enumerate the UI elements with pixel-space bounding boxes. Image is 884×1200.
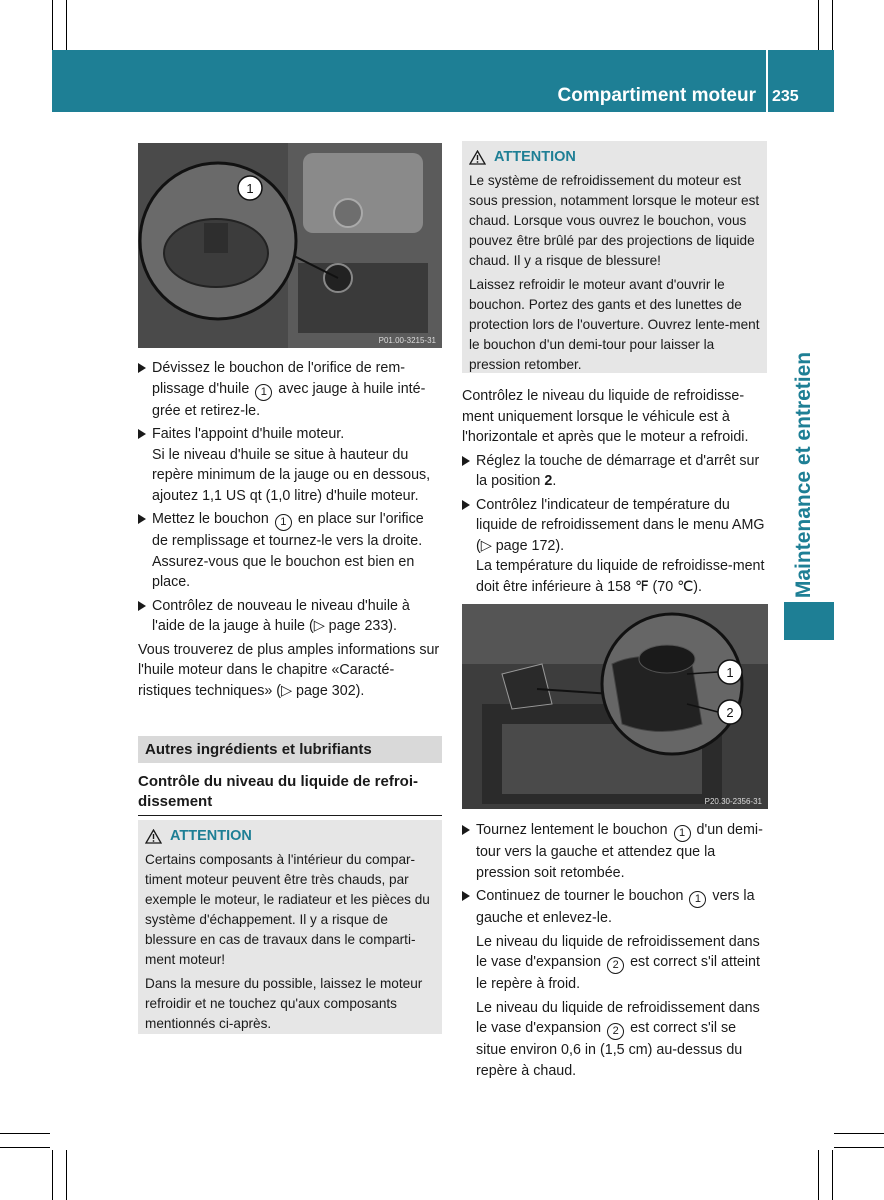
list-item-text: est correct s'il se situe environ 0,6 in (1,5 cm) au-dessus du repère à chaud. [476, 1020, 743, 1079]
list-item-text: Si le niveau d'huile se situe à hauteur du repère minimum de la jauge ou en dessous, ajoutez 1,1 US qt (1,0 litre) d'huile moteur. [152, 446, 431, 504]
list-item-text: Réglez la touche de démarrage et d'arrêt sur la position [476, 452, 760, 489]
bullet-arrow-icon [462, 891, 470, 901]
list-item [138, 424, 442, 506]
crop-mark [66, 1150, 67, 1200]
list-item-text: est correct s'il atteint le repère à froid. [476, 954, 760, 992]
warning-text: Le système de refroidissement du moteur est sous pression, notamment lorsque le moteur est chaud. Lorsque vous ouvrez le bouchon, vous pouvez être brûlé par des projections de liquide chaud. Il y a risque de blessure! [469, 173, 760, 268]
warning-text: Laissez refroidir le moteur avant d'ouvrir le bouchon. Portez des gants et des lunettes de protection lors de l'ouverture. Ouvrez lente-ment le bouchon d'un demi-tour pour laisser la pression retomber. [469, 277, 760, 372]
photo1-code: P01.00-3215-31 [378, 336, 436, 345]
warning-triangle-icon [145, 829, 162, 844]
crop-mark [832, 0, 833, 50]
warning-text: Dans la mesure du possible, laissez le moteur refroidir et ne touchez qu'aux composants mentionnés ci-après. [145, 976, 423, 1031]
list-item-text: Le niveau du liquide de refroidissement dans le vase d'expansion [476, 933, 760, 970]
list-item-text: Dévissez le bouchon de l'orifice de rem-plissage d'huile [152, 360, 406, 397]
engine-photo-oil-cap-drawing [138, 143, 442, 348]
photo2-code: P20.30-2356-31 [704, 797, 762, 806]
crop-mark [832, 1150, 833, 1200]
list-item-text: La température du liquide de refroidisse-ment doit être inférieure à 158 ℉ (70 ℃). [476, 558, 765, 595]
list-item [138, 358, 442, 421]
list-item [462, 820, 768, 883]
engine-photo-oil-cap [138, 143, 442, 348]
warning-box-left [138, 820, 442, 1034]
paragraph: Contrôlez le niveau du liquide de refroidisse-ment uniquement lorsque le véhicule est à l'horizontale et après que le moteur a refroidi. [462, 388, 749, 445]
right-column-top [462, 386, 768, 600]
crop-mark [834, 1133, 884, 1134]
list-item-continuation [462, 998, 768, 1082]
list-item [138, 509, 442, 593]
bullet-arrow-icon [138, 514, 146, 524]
list-item-text: . [552, 473, 557, 489]
list-item-text: Mettez le bouchon [152, 511, 269, 527]
bullet-arrow-icon [462, 825, 470, 835]
bullet-arrow-icon [462, 500, 470, 510]
warning-heading [145, 826, 435, 846]
crop-mark [52, 0, 53, 50]
right-column-bottom [462, 820, 768, 1084]
list-item-text: Le niveau du liquide de refroidissement dans le vase d'expansion [476, 999, 760, 1036]
crop-mark [0, 1147, 50, 1148]
list-item-text: avec jauge à huile inté-grée et retirez-le. [152, 380, 426, 419]
warning-title: ATTENTION [170, 828, 252, 844]
warning-triangle-icon [469, 150, 486, 165]
crop-mark [66, 0, 67, 50]
list-item-continuation [462, 932, 768, 995]
crop-mark [52, 1150, 53, 1200]
crop-mark [818, 1150, 819, 1200]
engine-photo-coolant [462, 604, 768, 809]
list-item-text: d'un demi-tour vers la gauche et attendez que la pression soit retombée. [476, 822, 763, 881]
callout-number-icon: 1 [674, 825, 691, 842]
list-item [138, 596, 442, 637]
callout-number-icon: 1 [689, 891, 706, 908]
photo2-callout-2: 2 [726, 705, 734, 720]
crop-mark [818, 0, 819, 50]
callout-number-icon: 2 [607, 1023, 624, 1040]
bullet-arrow-icon [138, 429, 146, 439]
list-item [462, 886, 768, 929]
warning-heading [469, 147, 760, 167]
section-heading: Autres ingrédients et lubrifiants [138, 736, 442, 763]
paragraph: Vous trouverez de plus amples informations sur l'huile moteur dans le chapitre «Caracté-ristiques techniques» (▷ page 302). [138, 641, 440, 699]
list-item-text: Contrôlez de nouveau le niveau d'huile à l'aide de la jauge à huile (▷ page 233). [152, 597, 410, 634]
photo1-callout-1: 1 [246, 181, 254, 196]
bullet-arrow-icon [138, 363, 146, 373]
callout-number-icon: 2 [607, 957, 624, 974]
left-column [138, 358, 442, 704]
list-item-text: en place sur l'orifice de remplissage et tournez-le vers la droite. Assurez-vous que le bouchon est bien en place. [152, 511, 424, 590]
side-label-text: Maintenance et entretien [792, 351, 815, 599]
warning-box-right [462, 141, 767, 373]
list-item [462, 451, 768, 492]
callout-number-icon: 1 [275, 514, 292, 531]
photo2-callout-1: 1 [726, 665, 734, 680]
crop-mark [834, 1147, 884, 1148]
sub-heading: Contrôle du niveau du liquide de refroi-dissement [138, 772, 442, 816]
bullet-arrow-icon [138, 601, 146, 611]
list-item-text: Tournez lentement le bouchon [476, 822, 668, 838]
warning-text: Certains composants à l'intérieur du compar-timent moteur peuvent être très chauds, par exemple le moteur, le radiateur et les pièces du système d'échappement. Il y a risque de blessure en cas de travaux dans le comparti-ment moteur! [145, 852, 430, 967]
list-item-bold: 2 [544, 473, 553, 489]
list-item-text: Contrôlez l'indicateur de température du liquide de refroidissement dans le menu AMG (▷ page 172). [476, 496, 765, 554]
engine-photo-coolant-drawing [462, 604, 768, 809]
warning-title: ATTENTION [494, 149, 576, 165]
page-title: Compartiment moteur [557, 85, 756, 106]
list-item-text: vers la gauche et enlevez-le. [476, 888, 755, 926]
page-number: 235 [772, 88, 799, 105]
side-label [778, 330, 830, 620]
list-item [462, 495, 768, 598]
bullet-arrow-icon [462, 456, 470, 466]
list-item-text: Faites l'appoint d'huile moteur. [152, 426, 345, 442]
crop-mark [0, 1133, 50, 1134]
side-tab [784, 602, 834, 640]
callout-number-icon: 1 [255, 384, 272, 401]
list-item-text: Continuez de tourner le bouchon [476, 888, 684, 904]
